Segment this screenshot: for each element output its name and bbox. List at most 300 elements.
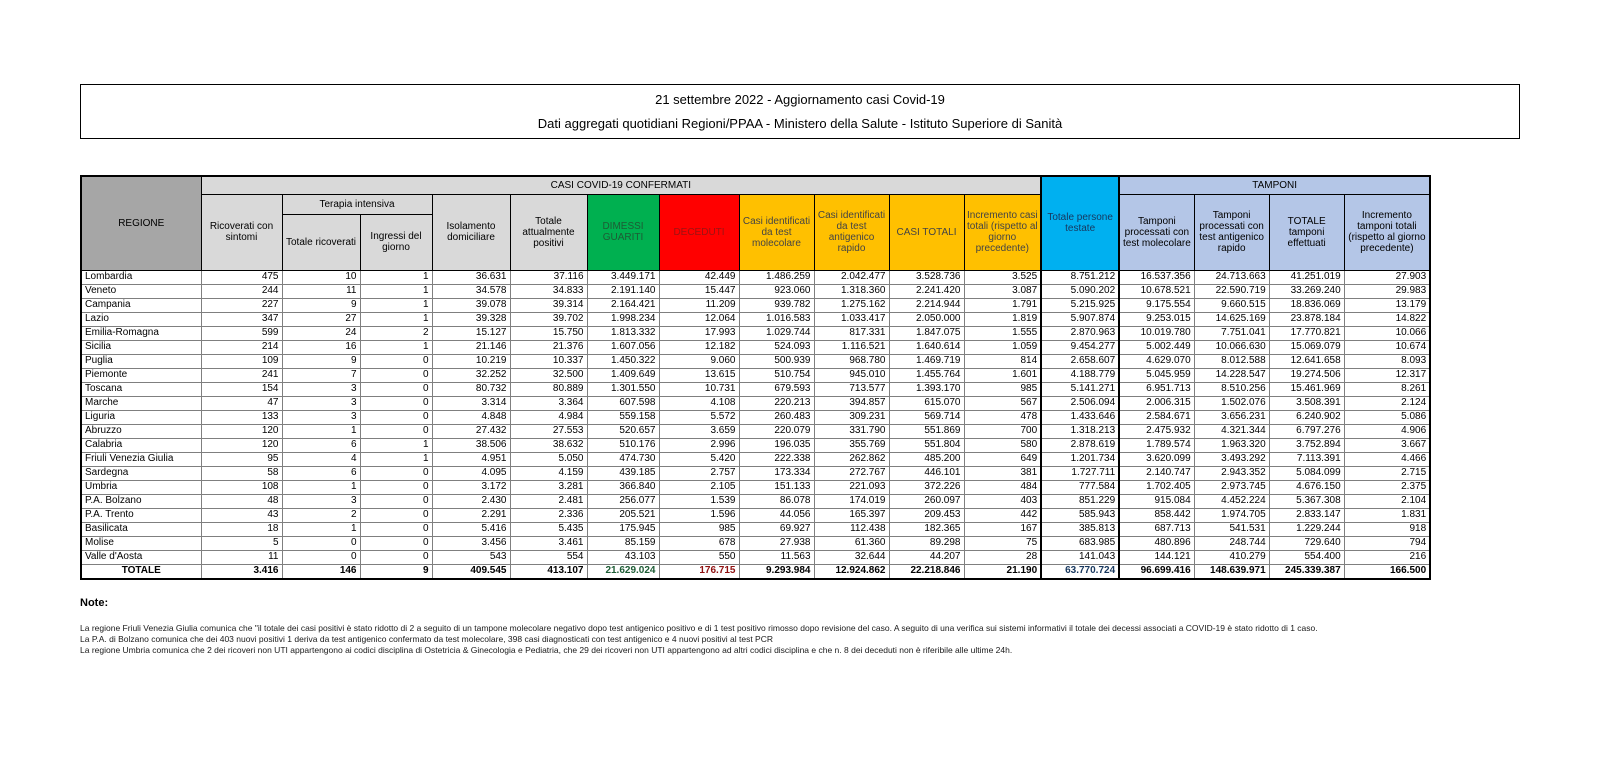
value-cell: 551.869 xyxy=(889,424,964,438)
value-cell: 2.833.147 xyxy=(1269,508,1344,522)
region-cell: Puglia xyxy=(81,354,201,368)
value-cell: 175.945 xyxy=(587,522,659,536)
value-cell: 1.555 xyxy=(964,326,1041,340)
value-cell: 1.318.360 xyxy=(814,284,889,298)
value-cell: 4 xyxy=(282,452,360,466)
value-cell: 5.435 xyxy=(510,522,587,536)
value-cell: 14.228.547 xyxy=(1194,368,1269,382)
value-cell: 2.042.477 xyxy=(814,270,889,284)
value-cell: 1.469.719 xyxy=(889,354,964,368)
value-cell: 9 xyxy=(282,354,360,368)
value-cell: 2.104 xyxy=(1344,494,1430,508)
value-cell: 3.659 xyxy=(659,424,739,438)
value-cell: 729.640 xyxy=(1269,536,1344,550)
value-cell: 1.318.213 xyxy=(1041,424,1119,438)
value-cell: 10.674 xyxy=(1344,340,1430,354)
table-row xyxy=(81,480,1430,494)
value-cell: 2.214.944 xyxy=(889,298,964,312)
value-cell: 33.269.240 xyxy=(1269,284,1344,298)
value-cell: 1.275.162 xyxy=(814,298,889,312)
value-cell: 569.714 xyxy=(889,410,964,424)
value-cell: 9.175.554 xyxy=(1119,298,1194,312)
value-cell: 3 xyxy=(282,410,360,424)
table-row xyxy=(81,522,1430,536)
value-cell: 80.889 xyxy=(510,382,587,396)
title-line1: 21 settembre 2022 - Aggiornamento casi Covid-19 xyxy=(655,92,945,107)
header-casi-test-molecolare: Casi identificati da test molecolare xyxy=(739,194,814,270)
value-cell: 32.500 xyxy=(510,368,587,382)
table-row xyxy=(81,508,1430,522)
value-cell: 166.500 xyxy=(1344,564,1430,579)
value-cell: 1 xyxy=(282,424,360,438)
value-cell: 480.896 xyxy=(1119,536,1194,550)
value-cell: 403 xyxy=(964,494,1041,508)
value-cell: 5.086 xyxy=(1344,410,1430,424)
value-cell: 510.754 xyxy=(739,368,814,382)
value-cell: 63.770.724 xyxy=(1041,564,1119,579)
value-cell: 32.644 xyxy=(814,550,889,564)
value-cell: 176.715 xyxy=(659,564,739,579)
value-cell: 5.416 xyxy=(432,522,510,536)
table-row xyxy=(81,466,1430,480)
value-cell: 0 xyxy=(360,368,432,382)
region-cell: Marche xyxy=(81,396,201,410)
header-totale-attualmente-positivi: Totale attualmente positivi xyxy=(510,194,587,270)
value-cell: 817.331 xyxy=(814,326,889,340)
value-cell: 8.510.256 xyxy=(1194,382,1269,396)
value-cell: 10.678.521 xyxy=(1119,284,1194,298)
value-cell: 216 xyxy=(1344,550,1430,564)
value-cell: 2.191.140 xyxy=(587,284,659,298)
value-cell: 0 xyxy=(360,466,432,480)
value-cell: 205.521 xyxy=(587,508,659,522)
value-cell: 5.572 xyxy=(659,410,739,424)
value-cell: 1.791 xyxy=(964,298,1041,312)
value-cell: 524.093 xyxy=(739,340,814,354)
value-cell: 585.943 xyxy=(1041,508,1119,522)
value-cell: 69.927 xyxy=(739,522,814,536)
value-cell: 1.813.332 xyxy=(587,326,659,340)
value-cell: 260.483 xyxy=(739,410,814,424)
value-cell: 22.218.846 xyxy=(889,564,964,579)
table-row xyxy=(81,368,1430,382)
header-tamponi-antigenico: Tamponi processati con test antigenico rapido xyxy=(1194,194,1269,270)
value-cell: 1.033.417 xyxy=(814,312,889,326)
region-cell: Umbria xyxy=(81,480,201,494)
header-casi-test-antigenico: Casi identificati da test antigenico rapido xyxy=(814,194,889,270)
value-cell: 95 xyxy=(201,452,282,466)
value-cell: 2.996 xyxy=(659,438,739,452)
value-cell: 109 xyxy=(201,354,282,368)
value-cell: 2.757 xyxy=(659,466,739,480)
value-cell: 2.164.421 xyxy=(587,298,659,312)
value-cell: 679.593 xyxy=(739,382,814,396)
value-cell: 0 xyxy=(360,480,432,494)
value-cell: 9.060 xyxy=(659,354,739,368)
table-row xyxy=(81,312,1430,326)
table-row xyxy=(81,494,1430,508)
value-cell: 1 xyxy=(360,270,432,284)
value-cell: 923.060 xyxy=(739,284,814,298)
value-cell: 15.447 xyxy=(659,284,739,298)
table-row xyxy=(81,354,1430,368)
value-cell: 2.375 xyxy=(1344,480,1430,494)
value-cell: 11.209 xyxy=(659,298,739,312)
value-cell: 44.056 xyxy=(739,508,814,522)
table-row xyxy=(81,550,1430,564)
value-cell: 6 xyxy=(282,438,360,452)
value-cell: 713.577 xyxy=(814,382,889,396)
value-cell: 6 xyxy=(282,466,360,480)
value-cell: 18.836.069 xyxy=(1269,298,1344,312)
header-deceduti: DECEDUTI xyxy=(659,194,739,270)
value-cell: 214 xyxy=(201,340,282,354)
value-cell: 2.050.000 xyxy=(889,312,964,326)
value-cell: 1.409.649 xyxy=(587,368,659,382)
region-cell: Sardegna xyxy=(81,466,201,480)
value-cell: 13.179 xyxy=(1344,298,1430,312)
value-cell: 4.108 xyxy=(659,396,739,410)
region-cell: Toscana xyxy=(81,382,201,396)
value-cell: 4.466 xyxy=(1344,452,1430,466)
value-cell: 1.486.259 xyxy=(739,270,814,284)
value-cell: 1.029.744 xyxy=(739,326,814,340)
value-cell: 12.641.658 xyxy=(1269,354,1344,368)
title-box xyxy=(80,84,1520,139)
value-cell: 9 xyxy=(360,564,432,579)
value-cell: 4.629.070 xyxy=(1119,354,1194,368)
note-line: La P.A. di Bolzano comunica che dei 403 nuovi positivi 1 deriva da test antigenico confermato da test molecolare, 398 casi diagnosticati con test antigenico e 4 nuovi positivi al test PCR xyxy=(80,634,773,644)
value-cell: 144.121 xyxy=(1119,550,1194,564)
value-cell: 410.279 xyxy=(1194,550,1269,564)
value-cell: 1 xyxy=(360,298,432,312)
value-cell: 21.629.024 xyxy=(587,564,659,579)
value-cell: 10.066 xyxy=(1344,326,1430,340)
value-cell: 554 xyxy=(510,550,587,564)
value-cell: 1.059 xyxy=(964,340,1041,354)
value-cell: 58 xyxy=(201,466,282,480)
region-cell: Veneto xyxy=(81,284,201,298)
value-cell: 14.822 xyxy=(1344,312,1430,326)
value-cell: 42.449 xyxy=(659,270,739,284)
notes-heading: Note: xyxy=(80,597,109,609)
value-cell: 3 xyxy=(282,396,360,410)
value-cell: 1.301.550 xyxy=(587,382,659,396)
group-header-terapia-intensiva: Terapia intensiva xyxy=(282,194,432,214)
value-cell: 7.113.391 xyxy=(1269,452,1344,466)
value-cell: 34.578 xyxy=(432,284,510,298)
value-cell: 221.093 xyxy=(814,480,889,494)
value-cell: 8.751.212 xyxy=(1041,270,1119,284)
value-cell: 3.364 xyxy=(510,396,587,410)
value-cell: 4.452.224 xyxy=(1194,494,1269,508)
value-cell: 44.207 xyxy=(889,550,964,564)
value-cell: 24 xyxy=(282,326,360,340)
value-cell: 10.219 xyxy=(432,354,510,368)
value-cell: 1.393.170 xyxy=(889,382,964,396)
value-cell: 2.878.619 xyxy=(1041,438,1119,452)
value-cell: 945.010 xyxy=(814,368,889,382)
value-cell: 580 xyxy=(964,438,1041,452)
value-cell: 3.656.231 xyxy=(1194,410,1269,424)
value-cell: 4.984 xyxy=(510,410,587,424)
value-cell: 687.713 xyxy=(1119,522,1194,536)
value-cell: 366.840 xyxy=(587,480,659,494)
value-cell: 28 xyxy=(964,550,1041,564)
value-cell: 182.365 xyxy=(889,522,964,536)
value-cell: 2 xyxy=(360,326,432,340)
value-cell: 4.188.779 xyxy=(1041,368,1119,382)
value-cell: 43.103 xyxy=(587,550,659,564)
value-cell: 16 xyxy=(282,340,360,354)
value-cell: 1 xyxy=(360,438,432,452)
value-cell: 1.596 xyxy=(659,508,739,522)
value-cell: 1 xyxy=(360,284,432,298)
region-cell: Lazio xyxy=(81,312,201,326)
value-cell: 1 xyxy=(282,522,360,536)
value-cell: 133 xyxy=(201,410,282,424)
value-cell: 2.943.352 xyxy=(1194,466,1269,480)
header-ingressi-del-giorno: Ingressi del giorno xyxy=(360,214,432,270)
value-cell: 272.767 xyxy=(814,466,889,480)
value-cell: 5.050 xyxy=(510,452,587,466)
value-cell: 38.632 xyxy=(510,438,587,452)
value-cell: 27 xyxy=(282,312,360,326)
value-cell: 3.456 xyxy=(432,536,510,550)
value-cell: 0 xyxy=(360,354,432,368)
table-row xyxy=(81,452,1430,466)
value-cell: 485.200 xyxy=(889,452,964,466)
value-cell: 18 xyxy=(201,522,282,536)
value-cell: 108 xyxy=(201,480,282,494)
value-cell: 3.281 xyxy=(510,480,587,494)
region-cell: P.A. Trento xyxy=(81,508,201,522)
value-cell: 413.107 xyxy=(510,564,587,579)
value-cell: 1 xyxy=(360,340,432,354)
value-cell: 1.727.711 xyxy=(1041,466,1119,480)
value-cell: 2.870.963 xyxy=(1041,326,1119,340)
value-cell: 220.079 xyxy=(739,424,814,438)
value-cell: 615.070 xyxy=(889,396,964,410)
region-cell: Valle d'Aosta xyxy=(81,550,201,564)
header-casi-totali: CASI TOTALI xyxy=(889,194,964,270)
value-cell: 86.078 xyxy=(739,494,814,508)
value-cell: 120 xyxy=(201,438,282,452)
value-cell: 2.481 xyxy=(510,494,587,508)
header-incremento-tamponi: Incremento tamponi totali (rispetto al giorno precedente) xyxy=(1344,194,1430,270)
value-cell: 0 xyxy=(360,550,432,564)
value-cell: 80.732 xyxy=(432,382,510,396)
value-cell: 16.537.356 xyxy=(1119,270,1194,284)
value-cell: 2.291 xyxy=(432,508,510,522)
value-cell: 39.702 xyxy=(510,312,587,326)
value-cell: 1.607.056 xyxy=(587,340,659,354)
value-cell: 9 xyxy=(282,298,360,312)
value-cell: 918 xyxy=(1344,522,1430,536)
value-cell: 3.314 xyxy=(432,396,510,410)
value-cell: 21.376 xyxy=(510,340,587,354)
header-tamponi-molecolare: Tamponi processati con test molecolare xyxy=(1119,194,1194,270)
value-cell: 1 xyxy=(360,312,432,326)
value-cell: 331.790 xyxy=(814,424,889,438)
region-cell: Lombardia xyxy=(81,270,201,284)
value-cell: 260.097 xyxy=(889,494,964,508)
value-cell: 484 xyxy=(964,480,1041,494)
value-cell: 381 xyxy=(964,466,1041,480)
value-cell: 209.453 xyxy=(889,508,964,522)
total-row xyxy=(81,564,1430,579)
value-cell: 3.087 xyxy=(964,284,1041,298)
value-cell: 520.657 xyxy=(587,424,659,438)
region-cell: Molise xyxy=(81,536,201,550)
value-cell: 96.699.416 xyxy=(1119,564,1194,579)
value-cell: 12.924.862 xyxy=(814,564,889,579)
value-cell: 48 xyxy=(201,494,282,508)
region-cell: TOTALE xyxy=(81,564,201,579)
value-cell: 120 xyxy=(201,424,282,438)
table-row xyxy=(81,382,1430,396)
value-cell: 5.090.202 xyxy=(1041,284,1119,298)
value-cell: 2.506.094 xyxy=(1041,396,1119,410)
value-cell: 0 xyxy=(360,522,432,536)
value-cell: 262.862 xyxy=(814,452,889,466)
region-cell: Emilia-Romagna xyxy=(81,326,201,340)
value-cell: 8.261 xyxy=(1344,382,1430,396)
value-cell: 2 xyxy=(282,508,360,522)
region-cell: Piemonte xyxy=(81,368,201,382)
value-cell: 141.043 xyxy=(1041,550,1119,564)
value-cell: 442 xyxy=(964,508,1041,522)
value-cell: 3.508.391 xyxy=(1269,396,1344,410)
value-cell: 2.006.315 xyxy=(1119,396,1194,410)
region-cell: Liguria xyxy=(81,410,201,424)
value-cell: 19.274.506 xyxy=(1269,368,1344,382)
region-cell: Sicilia xyxy=(81,340,201,354)
value-cell: 2.241.420 xyxy=(889,284,964,298)
value-cell: 2.124 xyxy=(1344,396,1430,410)
value-cell: 4.095 xyxy=(432,466,510,480)
value-cell: 2.658.607 xyxy=(1041,354,1119,368)
value-cell: 372.226 xyxy=(889,480,964,494)
value-cell: 510.176 xyxy=(587,438,659,452)
value-cell: 39.328 xyxy=(432,312,510,326)
header-totale-ricoverati: Totale ricoverati xyxy=(282,214,360,270)
value-cell: 4.906 xyxy=(1344,424,1430,438)
value-cell: 0 xyxy=(282,536,360,550)
value-cell: 3.449.171 xyxy=(587,270,659,284)
value-cell: 17.993 xyxy=(659,326,739,340)
value-cell: 7.751.041 xyxy=(1194,326,1269,340)
value-cell: 15.461.969 xyxy=(1269,382,1344,396)
value-cell: 409.545 xyxy=(432,564,510,579)
value-cell: 36.631 xyxy=(432,270,510,284)
value-cell: 8.012.588 xyxy=(1194,354,1269,368)
value-cell: 474.730 xyxy=(587,452,659,466)
value-cell: 683.985 xyxy=(1041,536,1119,550)
value-cell: 2.973.745 xyxy=(1194,480,1269,494)
value-cell: 3.172 xyxy=(432,480,510,494)
value-cell: 1 xyxy=(360,452,432,466)
region-cell: Basilicata xyxy=(81,522,201,536)
value-cell: 4.159 xyxy=(510,466,587,480)
value-cell: 3.752.894 xyxy=(1269,438,1344,452)
value-cell: 11 xyxy=(282,284,360,298)
value-cell: 985 xyxy=(964,382,1041,396)
value-cell: 939.782 xyxy=(739,298,814,312)
value-cell: 24.713.663 xyxy=(1194,270,1269,284)
value-cell: 649 xyxy=(964,452,1041,466)
value-cell: 2.430 xyxy=(432,494,510,508)
value-cell: 1.116.521 xyxy=(814,340,889,354)
value-cell: 245.339.387 xyxy=(1269,564,1344,579)
value-cell: 22.590.719 xyxy=(1194,284,1269,298)
table-row xyxy=(81,270,1430,284)
value-cell: 1.998.234 xyxy=(587,312,659,326)
notes-section xyxy=(80,597,1540,656)
header-isolamento-domiciliare: Isolamento domiciliare xyxy=(432,194,510,270)
value-cell: 1.455.764 xyxy=(889,368,964,382)
value-cell: 3.667 xyxy=(1344,438,1430,452)
value-cell: 475 xyxy=(201,270,282,284)
value-cell: 915.084 xyxy=(1119,494,1194,508)
value-cell: 968.780 xyxy=(814,354,889,368)
value-cell: 1.539 xyxy=(659,494,739,508)
table-row xyxy=(81,536,1430,550)
region-cell: Campania xyxy=(81,298,201,312)
value-cell: 23.878.184 xyxy=(1269,312,1344,326)
value-cell: 554.400 xyxy=(1269,550,1344,564)
value-cell: 385.813 xyxy=(1041,522,1119,536)
value-cell: 355.769 xyxy=(814,438,889,452)
value-cell: 9.660.515 xyxy=(1194,298,1269,312)
value-cell: 1.963.320 xyxy=(1194,438,1269,452)
note-line: La regione Friuli Venezia Giulia comunica che "il totale dei casi positivi è stato ridotto di 2 a seguito di un tampone molecolare negativo dopo test antigenico positivo e di 1 test positivo rimosso dopo revisione del caso. A seguito di una verifica sui sistemi informativi il totale dei decessi associati a COVID-19 è stato ridotto di 1 caso. xyxy=(80,623,1318,633)
value-cell: 559.158 xyxy=(587,410,659,424)
value-cell: 1.201.734 xyxy=(1041,452,1119,466)
value-cell: 3 xyxy=(282,382,360,396)
value-cell: 222.338 xyxy=(739,452,814,466)
value-cell: 85.159 xyxy=(587,536,659,550)
value-cell: 2.140.747 xyxy=(1119,466,1194,480)
table-row xyxy=(81,326,1430,340)
value-cell: 5.215.925 xyxy=(1041,298,1119,312)
value-cell: 347 xyxy=(201,312,282,326)
table-row xyxy=(81,410,1430,424)
note-line: La regione Umbria comunica che 2 dei ricoveri non UTI appartengono ai codici disciplina di Ostetricia & Ginecologia e Pediatria, che 29 dei ricoveri non UTI appartengono ad altri codici disciplina e che n. 8 dei deceduti non è riferibile alle ultime 24h. xyxy=(80,645,1013,655)
value-cell: 13.615 xyxy=(659,368,739,382)
value-cell: 0 xyxy=(360,396,432,410)
value-cell: 43 xyxy=(201,508,282,522)
value-cell: 2.105 xyxy=(659,480,739,494)
value-cell: 47 xyxy=(201,396,282,410)
value-cell: 814 xyxy=(964,354,1041,368)
value-cell: 3.493.292 xyxy=(1194,452,1269,466)
value-cell: 1.789.574 xyxy=(1119,438,1194,452)
value-cell: 4.676.150 xyxy=(1269,480,1344,494)
value-cell: 244 xyxy=(201,284,282,298)
value-cell: 89.298 xyxy=(889,536,964,550)
table-row xyxy=(81,298,1430,312)
title-line2: Dati aggregati quotidiani Regioni/PPAA - Ministero della Salute - Istituto Superiore di Sanità xyxy=(537,116,1063,131)
value-cell: 0 xyxy=(360,382,432,396)
value-cell: 41.251.019 xyxy=(1269,270,1344,284)
value-cell: 439.185 xyxy=(587,466,659,480)
value-cell: 15.750 xyxy=(510,326,587,340)
value-cell: 1.601 xyxy=(964,368,1041,382)
value-cell: 794 xyxy=(1344,536,1430,550)
value-cell: 39.078 xyxy=(432,298,510,312)
value-cell: 154 xyxy=(201,382,282,396)
